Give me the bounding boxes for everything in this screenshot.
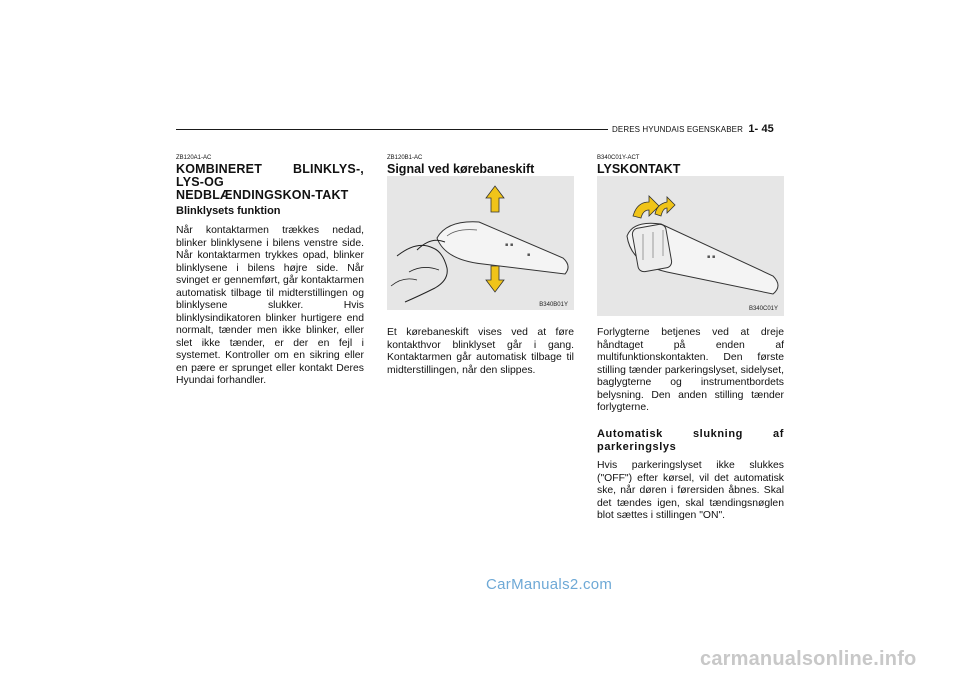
light-switch-illustration <box>597 176 784 316</box>
section-body: Forlygterne betjenes ved at dreje håndtaget på enden af multifunktionskontakten. Den første stilling tænder parkeringslyset, sidelyset, baglygterne og instrumentbordets belysning. Den anden stilling tænder forlygterne. <box>597 327 784 413</box>
section-title: Signal ved kørebaneskift <box>387 162 535 176</box>
lane-change-illustration <box>387 176 574 310</box>
watermark-bottom: carmanualsonline.info <box>700 648 917 670</box>
page-header <box>612 123 774 135</box>
figure-label: B340C01Y <box>748 306 778 312</box>
figure-label: B340B01Y <box>539 302 568 308</box>
header-rule <box>176 129 608 130</box>
section-code: ZB120A1-AC <box>176 155 212 161</box>
section-body-2: Hvis parkeringslyset ikke slukkes ("OFF") efter kørsel, vil det automatisk ske, når døren i førersiden åbnes. Skal det tændes igen, skal tændingsnøglen blot sættes i stillingen "ON". <box>597 460 784 521</box>
section-code: ZB120B1-AC <box>387 155 423 161</box>
header-section: DERES HYUNDAIS EGENSKABER <box>612 125 743 134</box>
section-code: B340C01Y-ACT <box>597 155 640 161</box>
lane-change-figure <box>387 176 574 310</box>
section-body: Et kørebaneskift vises ved at føre kontakthvor blinklyset går i gang. Kontaktarmen går automatisk tilbage til midterstillingen, når den slippes. <box>387 327 574 376</box>
watermark-top: CarManuals2.com <box>486 576 613 593</box>
svg-text:▪ ▪: ▪ ▪ <box>707 254 716 260</box>
section-title: LYSKONTAKT <box>597 162 681 176</box>
svg-text:▪ ▪: ▪ ▪ <box>505 242 514 248</box>
page-number: 1- 45 <box>748 123 774 135</box>
section-subtitle: Automatisk slukning af parkeringslys <box>597 428 784 453</box>
section-body: Når kontaktarmen trækkes nedad, blinker blinklysene i bilens venstre side. Når kontaktarmen trykkes opad, blinker blinklysene i bilens højre side. Når svinget er gennemført, går kontaktarmen automatisk tilbage til midterstillingen og blinklysene slukker. Hvis blinklysindikatoren blinker hurtigere end normalt, tænder men ikke blinker, eller slet ikke tænder, er der en fejl i systemet. Kontroller om en sikring eller en pære er sprunget eller kontakt Deres Hyundai forhandler. <box>176 225 364 386</box>
section-subtitle: Blinklysets funktion <box>176 205 281 217</box>
light-switch-figure <box>597 176 784 316</box>
svg-text:▪: ▪ <box>527 252 531 258</box>
section-title: KOMBINERET BLINKLYS-, LYS-OG NEDBLÆNDINGSKON-TAKT <box>176 162 364 202</box>
